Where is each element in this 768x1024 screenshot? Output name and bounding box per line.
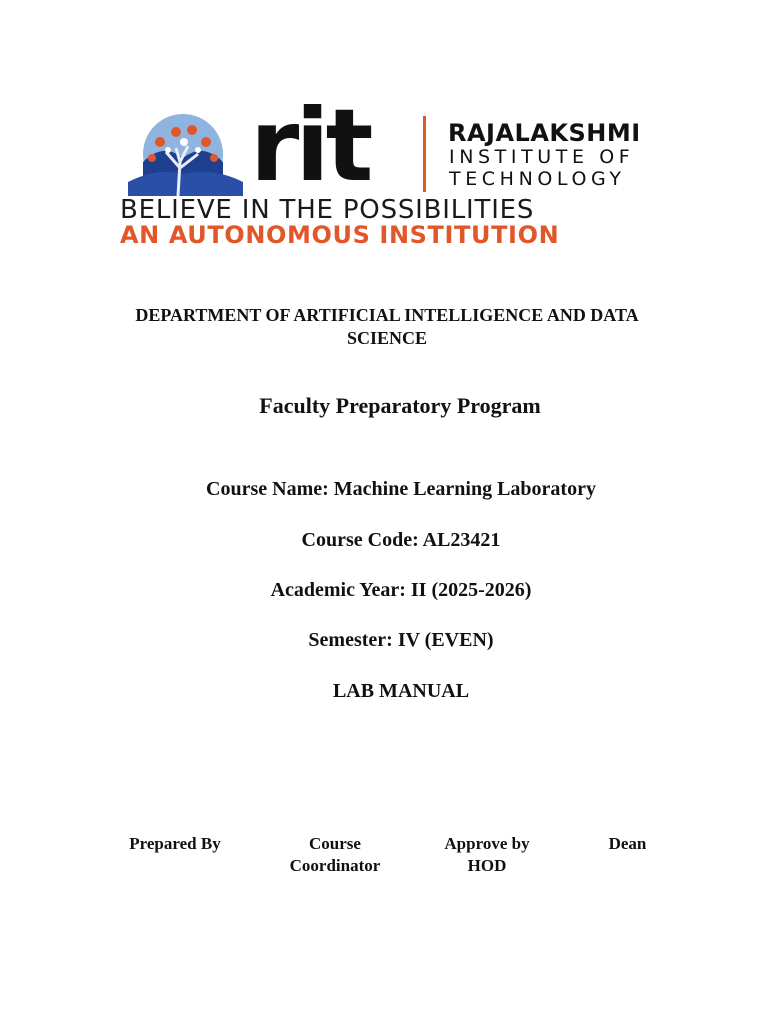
institute-name-line2: INSTITUTE OF — [449, 146, 635, 168]
logo-wordmark: rit — [250, 87, 370, 204]
tree-emblem-icon — [118, 112, 248, 196]
signature-prepared-by — [110, 833, 240, 855]
document-type: LAB MANUAL — [332, 680, 470, 702]
semester: Semester: IV (EVEN) — [308, 629, 494, 651]
program-title: Faculty Preparatory Program — [259, 393, 541, 418]
institute-logo — [118, 87, 704, 250]
course-code: Course Code: AL23421 — [301, 529, 501, 551]
institute-name-line3: TECHNOLOGY — [449, 168, 626, 190]
signature-course-coordinator — [270, 833, 400, 877]
academic-year: Academic Year: II (2025-2026) — [270, 579, 532, 601]
signature-label-line1: Course — [309, 834, 361, 853]
signature-hod — [422, 833, 552, 877]
institute-name-line1: RAJALAKSHMI — [448, 119, 641, 147]
logo-tagline: BELIEVE IN THE POSSIBILITIES — [120, 195, 535, 225]
department-title: DEPARTMENT OF ARTIFICIAL INTELLIGENCE AND DATA SCIENCE — [135, 305, 639, 348]
signature-label: Dean — [608, 834, 647, 853]
signature-label: Prepared By — [129, 834, 221, 853]
logo-divider — [423, 116, 426, 192]
signature-label-line2: Coordinator — [289, 856, 381, 875]
logo-autonomous-label: AN AUTONOMOUS INSTITUTION — [120, 221, 560, 249]
signature-label-line1: Approve by — [444, 834, 530, 853]
signature-label-line2: HOD — [467, 856, 507, 875]
course-name: Course Name: Machine Learning Laboratory — [206, 478, 596, 500]
signature-dean — [580, 833, 675, 855]
